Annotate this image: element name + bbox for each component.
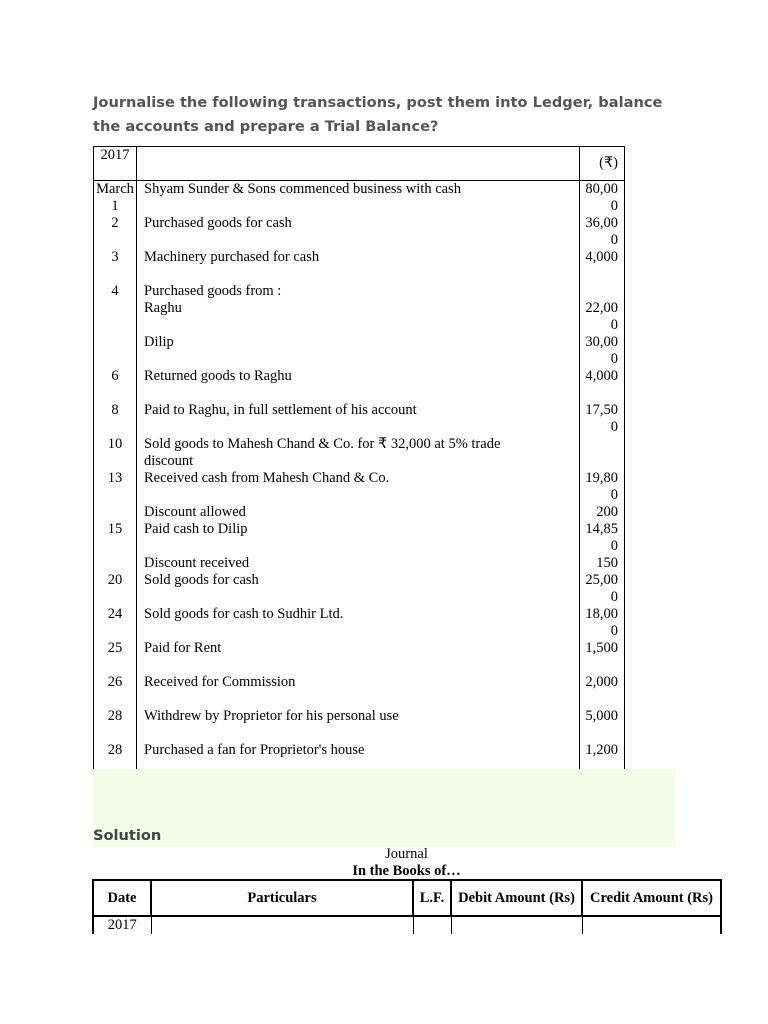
particulars-cell: Machinery purchased for cash bbox=[144, 249, 320, 265]
transactions-body-row bbox=[94, 181, 625, 777]
amount-cell: 4,000 bbox=[585, 249, 618, 265]
particulars-cell: Sold goods to Mahesh Chand & Co. for ₹ 32,000 at 5% trade discount bbox=[144, 436, 501, 469]
amount-cell: 2,000 bbox=[585, 674, 618, 690]
question-text: Journalise the following transactions, post them into Ledger, balance the accounts and prepare a Trial Balance? bbox=[93, 94, 663, 135]
transactions-header-row bbox=[94, 147, 625, 181]
date-cell bbox=[94, 504, 136, 521]
date-cell: 28 bbox=[107, 742, 123, 758]
particulars-cell: Sold goods for cash to Sudhir Ltd. bbox=[144, 606, 344, 622]
amount-cell bbox=[580, 283, 618, 300]
journal-lf-cell bbox=[413, 916, 451, 934]
amount-header-cell: (₹) bbox=[580, 147, 625, 181]
amount-cell: 5,000 bbox=[585, 708, 618, 724]
journal-credit-cell bbox=[582, 916, 721, 934]
journal-particulars-cell bbox=[151, 916, 413, 934]
amount-cell: 30,000 bbox=[585, 334, 618, 367]
date-cell: 20 bbox=[107, 572, 123, 588]
journal-col-date: Date bbox=[93, 880, 151, 916]
amount-cell: 200 bbox=[596, 504, 618, 520]
particulars-cell: Purchased a fan for Proprietor's house bbox=[144, 742, 365, 758]
amount-column bbox=[580, 181, 625, 777]
date-column bbox=[94, 181, 137, 777]
date-cell: 8 bbox=[111, 402, 119, 418]
date-cell: 24 bbox=[107, 606, 123, 622]
date-cell: March 1 bbox=[96, 181, 134, 214]
particulars-cell: Raghu bbox=[144, 300, 182, 316]
particulars-cell: Shyam Sunder & Sons commenced business with cash bbox=[144, 181, 461, 197]
particulars-cell: Discount received bbox=[144, 555, 250, 571]
date-cell: 4 bbox=[111, 283, 119, 299]
journal-col-credit: Credit Amount (Rs) bbox=[582, 880, 721, 916]
amount-cell: 1,500 bbox=[585, 640, 618, 656]
date-cell: 2 bbox=[111, 215, 119, 231]
particulars-cell: Dilip bbox=[144, 334, 174, 350]
amount-cell: 19,800 bbox=[585, 470, 618, 503]
particulars-cell: Withdrew by Proprietor for his personal use bbox=[144, 708, 399, 724]
amount-cell: 14,850 bbox=[585, 521, 618, 554]
year-cell: 2017 bbox=[94, 147, 137, 181]
particulars-cell: Sold goods for cash bbox=[144, 572, 259, 588]
amount-cell: 22,000 bbox=[585, 300, 618, 333]
journal-col-particulars: Particulars bbox=[151, 880, 413, 916]
amount-cell: 36,000 bbox=[585, 215, 618, 248]
journal-row bbox=[93, 916, 721, 934]
date-cell bbox=[94, 300, 136, 334]
amount-cell: 17,500 bbox=[585, 402, 618, 435]
date-cell bbox=[94, 334, 136, 368]
amount-cell: 25,000 bbox=[585, 572, 618, 605]
particulars-cell: Received for Commission bbox=[144, 674, 296, 690]
date-cell: 3 bbox=[111, 249, 119, 265]
journal-debit-cell bbox=[451, 916, 582, 934]
date-cell: 13 bbox=[107, 470, 123, 486]
amount-cell: 1,200 bbox=[585, 742, 618, 758]
particulars-cell: Paid cash to Dilip bbox=[144, 521, 248, 537]
date-cell: 28 bbox=[107, 708, 123, 724]
particulars-cell: Purchased goods from : bbox=[144, 283, 282, 299]
journal-table bbox=[92, 879, 722, 934]
journal-date-cell: 2017 bbox=[93, 916, 151, 934]
particulars-header-cell bbox=[137, 147, 580, 181]
transactions-table bbox=[93, 146, 625, 777]
journal-subtitle: In the Books of… bbox=[352, 863, 461, 879]
date-cell: 15 bbox=[107, 521, 123, 537]
date-cell: 25 bbox=[107, 640, 123, 656]
journal-title: Journal bbox=[385, 846, 428, 862]
particulars-cell: Paid to Raghu, in full settlement of his account bbox=[144, 402, 417, 418]
journal-col-debit: Debit Amount (Rs) bbox=[451, 880, 582, 916]
journal-header-row bbox=[93, 880, 721, 916]
particulars-cell: Discount allowed bbox=[144, 504, 246, 520]
particulars-cell: Paid for Rent bbox=[144, 640, 222, 656]
amount-cell: 4,000 bbox=[585, 368, 618, 384]
particulars-cell: Returned goods to Raghu bbox=[144, 368, 292, 384]
particulars-cell: Received cash from Mahesh Chand & Co. bbox=[144, 470, 390, 486]
particulars-cell: Purchased goods for cash bbox=[144, 215, 292, 231]
journal-col-lf: L.F. bbox=[413, 880, 451, 916]
amount-cell bbox=[580, 436, 618, 470]
amount-cell: 150 bbox=[596, 555, 618, 571]
date-cell: 10 bbox=[107, 436, 123, 452]
date-cell: 26 bbox=[107, 674, 123, 690]
date-cell: 6 bbox=[111, 368, 119, 384]
solution-heading: Solution bbox=[93, 827, 162, 844]
particulars-column bbox=[137, 181, 580, 777]
highlight-band bbox=[93, 769, 675, 847]
amount-cell: 80,000 bbox=[585, 181, 618, 214]
date-cell bbox=[94, 555, 136, 572]
amount-cell: 18,000 bbox=[585, 606, 618, 639]
